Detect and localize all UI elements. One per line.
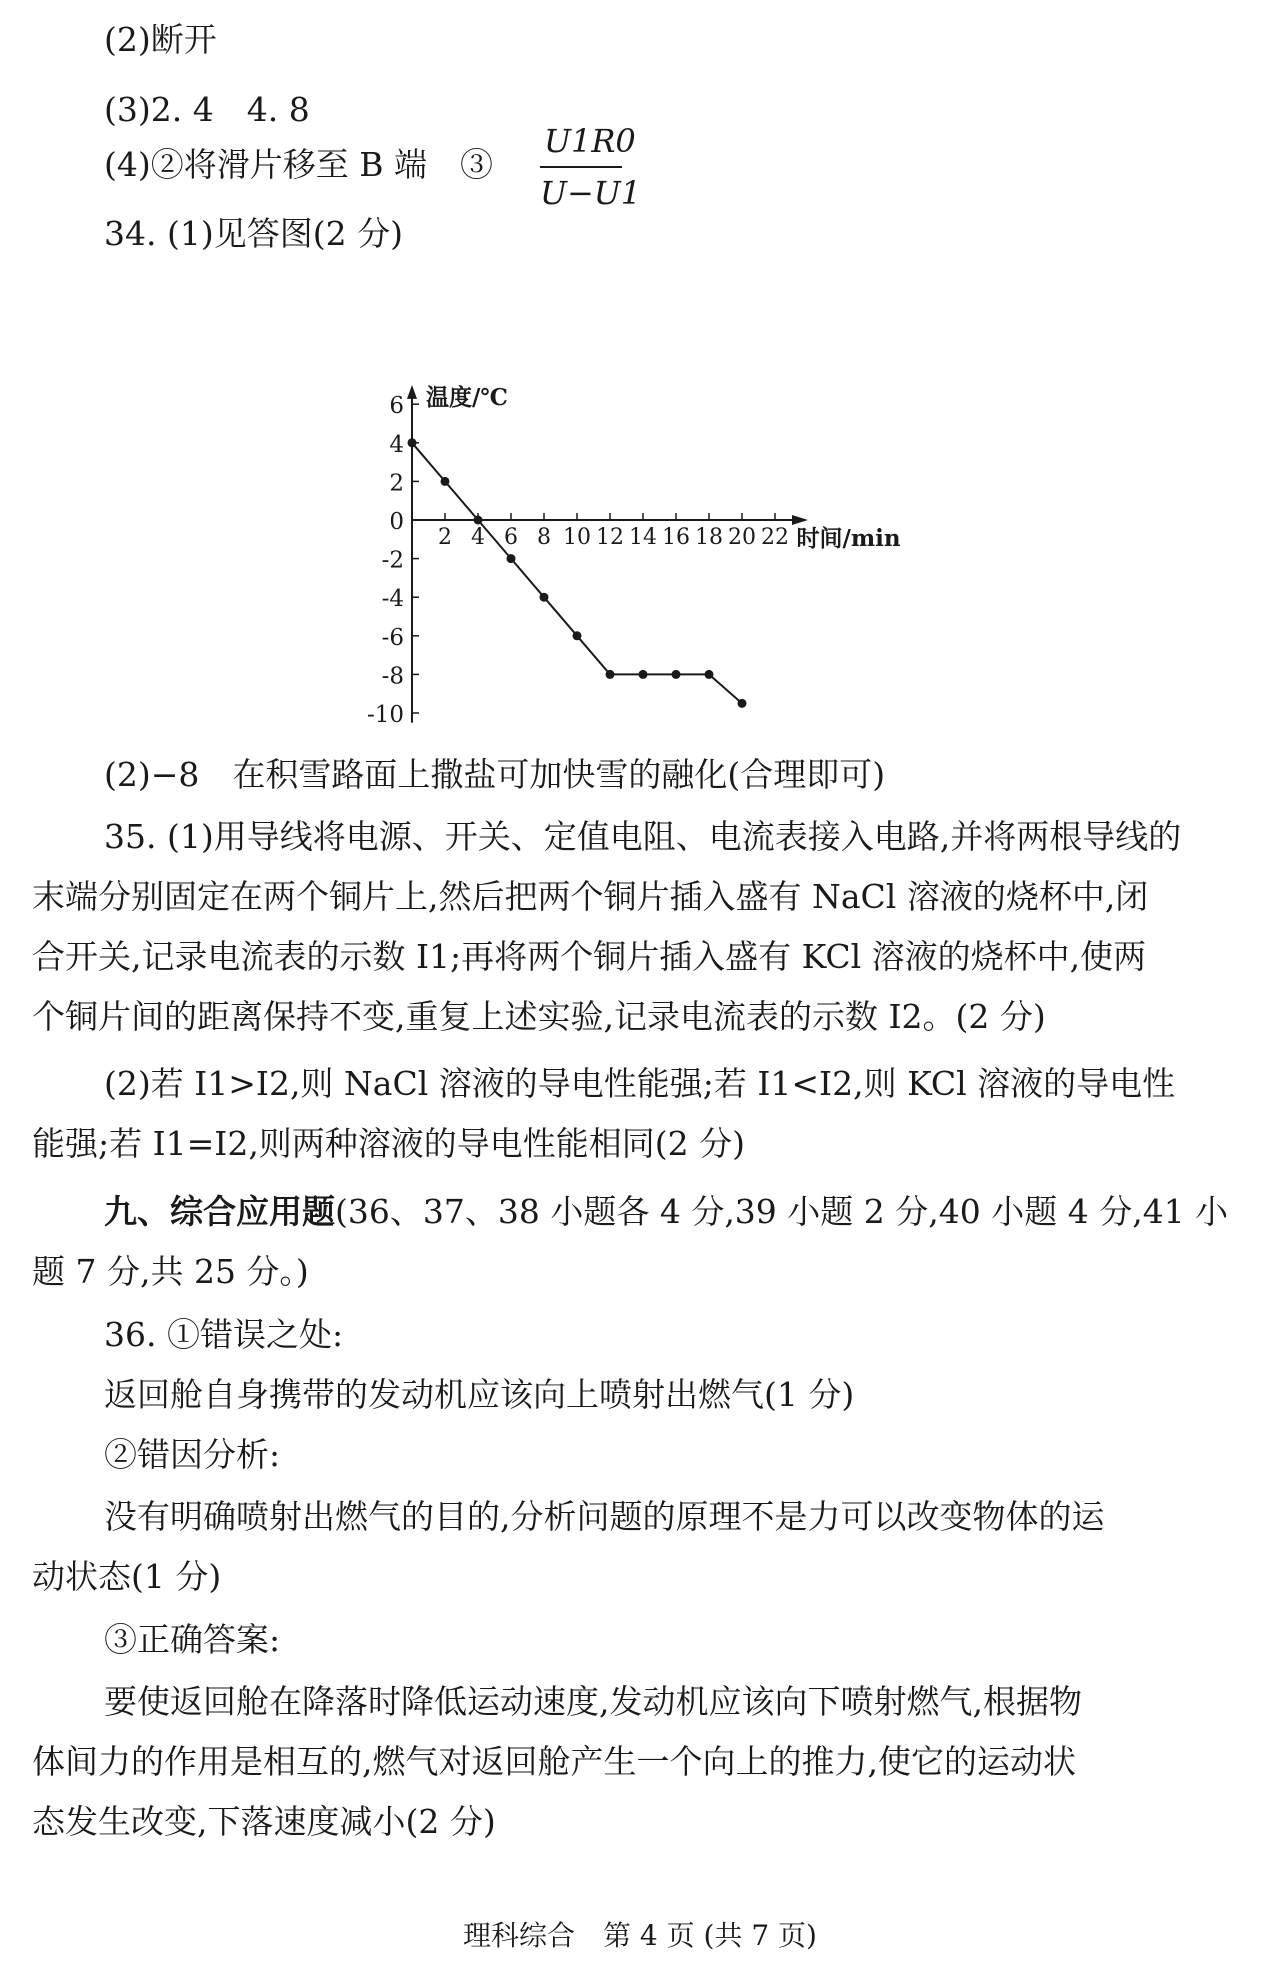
data-point [408,438,417,447]
section-9-heading: 九、综合应用题 [104,1192,335,1231]
answer-36-line-6: ③正确答案: [104,1620,281,1659]
series-line [412,443,742,704]
fraction [538,122,642,222]
origin-label: 0 [389,509,404,535]
answer-36-line-5: 动状态(1 分) [32,1557,222,1596]
y-tick-label: -4 [381,586,404,613]
data-point [606,670,615,679]
answer-36-line-4: 没有明确喷射出燃气的目的,分析问题的原理不是力可以改变物体的运 [104,1497,1105,1536]
answer-36-line-1: 36. ①错误之处: [104,1315,344,1354]
answer-36-line-8: 体间力的作用是相互的,燃气对返回舱产生一个向上的推力,使它的运动状 [32,1742,1076,1781]
x-tick-label: 4 [471,525,485,550]
y-axis-title: 温度/℃ [426,383,508,411]
answer-33-2: (2)断开 [104,20,217,59]
answer-35-line-1: 35. (1)用导线将电源、开关、定值电阻、电流表接入电路,并将两根导线的 [104,817,1182,856]
y-tick-label: 6 [389,393,404,420]
answer-35-line-5: (2)若 I1>I2,则 NaCl 溶液的导电性能强;若 I1<I2,则 KCl 溶液的导电性 [104,1064,1176,1103]
x-tick-label: 18 [695,525,723,550]
data-point [639,670,648,679]
x-axis-title: 时间/min [796,525,901,552]
x-tick-label: 2 [438,525,452,550]
x-tick-label: 12 [596,525,624,550]
answer-36-line-9: 态发生改变,下落速度减小(2 分) [32,1802,496,1841]
answer-36-line-2: 返回舱自身携带的发动机应该向上喷射出燃气(1 分) [104,1375,855,1414]
fraction-numerator: U1R0 [544,122,636,160]
y-tick-label: -2 [381,547,404,574]
data-point [738,699,747,708]
y-axis-arrow [407,385,417,399]
x-tick-label: 20 [728,525,756,550]
x-tick-label: 8 [537,525,551,550]
page-footer: 理科综合 第 4 页 (共 7 页) [463,1919,817,1952]
x-tick-label: 10 [563,525,591,550]
x-tick-label: 6 [504,525,518,550]
data-point [441,477,450,486]
answer-34-2: (2)−8 在积雪路面上撒盐可加快雪的融化(合理即可) [104,755,886,794]
y-tick-label: -8 [381,663,404,690]
data-point [474,516,483,525]
data-point [705,670,714,679]
section-9-line-1 [104,1190,1228,1234]
x-axis-arrow [792,515,808,525]
answer-35-line-4: 个铜片间的距离保持不变,重复上述实验,记录电流表的示数 I2。(2 分) [32,997,1046,1036]
y-tick-label: -10 [366,702,404,728]
answer-36-line-3: ②错因分析: [104,1435,281,1474]
answer-36-line-7: 要使返回舱在降落时降低运动速度,发动机应该向下喷射燃气,根据物 [104,1682,1082,1721]
answer-33-3: (3)2. 4 4. 8 [104,90,310,129]
fraction-bar [540,166,622,168]
y-tick-label: 2 [389,470,404,497]
data-point [573,631,582,640]
answer-35-line-3: 合开关,记录电流表的示数 I1;再将两个铜片插入盛有 KCl 溶液的烧杯中,使两 [32,937,1147,976]
answer-35-line-6: 能强;若 I1=I2,则两种溶液的导电性能相同(2 分) [32,1124,746,1163]
x-tick-label: 22 [761,525,789,550]
section-9-scoring: (36、37、38 小题各 4 分,39 小题 2 分,40 小题 4 分,41 小 [335,1192,1229,1231]
answer-35-line-2: 末端分别固定在两个铜片上,然后把两个铜片插入盛有 NaCl 溶液的烧杯中,闭 [32,877,1149,916]
data-point [540,593,549,602]
answer-34-1: 34. (1)见答图(2 分) [104,214,403,253]
fraction-denominator: U−U1 [540,174,642,212]
x-tick-label: 16 [662,525,690,550]
answer-33-4: (4)②将滑片移至 B 端 ③ [104,145,493,184]
data-point [672,670,681,679]
y-tick-label: -6 [381,624,404,651]
y-tick-label: 4 [389,431,404,458]
section-9-line-2: 题 7 分,共 25 分。) [32,1252,309,1291]
temperature-time-chart [340,348,940,740]
x-tick-label: 14 [629,525,657,550]
data-point [507,554,516,563]
